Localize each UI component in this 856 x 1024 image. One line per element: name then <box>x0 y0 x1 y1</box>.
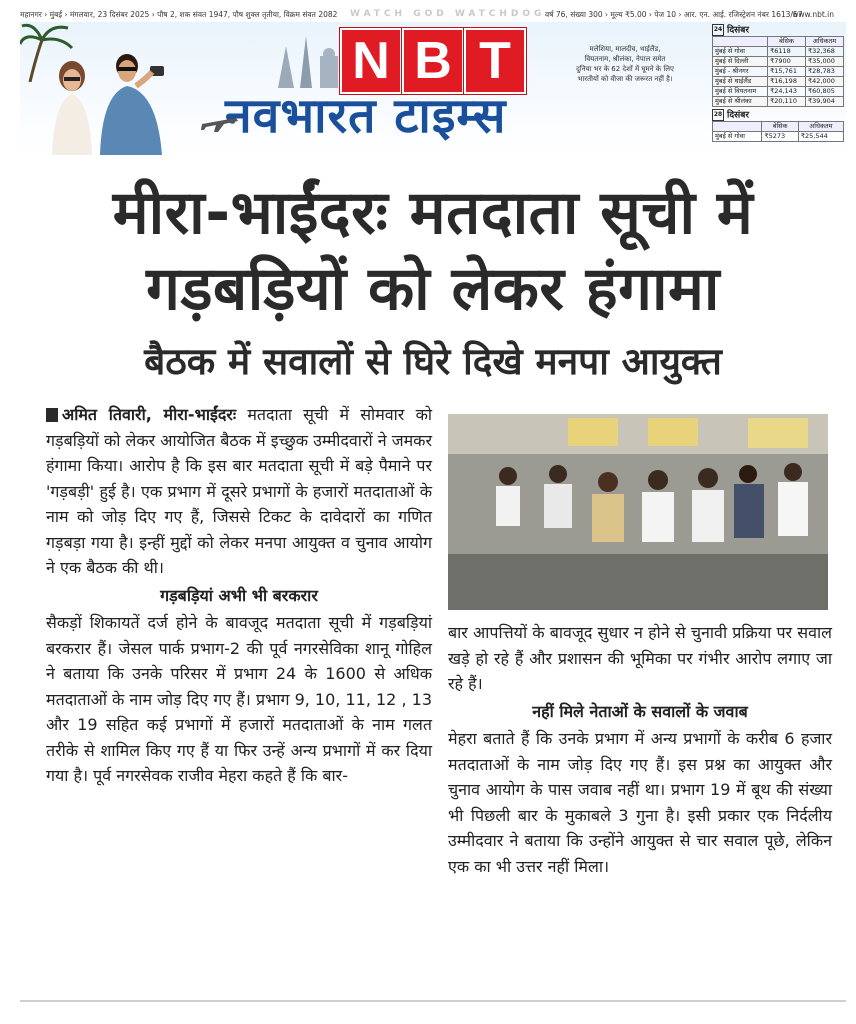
max-fare-cell: ₹60,805 <box>806 87 844 97</box>
headline <box>20 175 846 327</box>
max-fare-cell: ₹39,904 <box>806 97 844 107</box>
website-url[interactable]: www.nbt.in <box>792 10 834 19</box>
rates-row <box>713 57 844 67</box>
rates-col-header <box>713 37 768 47</box>
watermark-text: WATCH GOD WATCHDOG <box>350 9 546 19</box>
landmarks-illustration <box>270 26 350 88</box>
edition-date-line: महानगर › मुंबई › मंगलवार, 23 दिसंबर 2025 › पौष 2, शक संवत 1947, पौष शुक्ल तृतीया, विक्रम संवत 2082 <box>20 10 338 19</box>
byline: अमित तिवारी, मीरा-भाईंदरः <box>62 405 237 424</box>
basic-fare-cell: ₹20,110 <box>768 97 806 107</box>
airfare-rates-box <box>712 24 844 142</box>
article-paragraph: सैकड़ों शिकायतें दर्ज होने के बावजूद मतदाता सूची में गड़बड़ियां बरकरार हैं। जेसल पार्क प्रभाग-2 की पूर्व नगरसेविका शानू गोहिल ने बताया कि उनके परिसर में प्रभाग 24 के 1600 से अधिक मतदाताओं के नाम जोड़ दिए गए हैं। प्रभाग 9, 10, 11, 12 , 13 और 19 सहित कई प्रभागों में हजारों मतदाताओं के नाम गलत तरीके से शामिल किए गए हैं या फिर उन्हें अन्य प्रभागों में कर दिया गया है। पूर्व नगरसेवक राजीव मेहरा कहते हैं कि बार- <box>46 613 432 785</box>
max-fare-cell: ₹32,368 <box>806 47 844 57</box>
route-cell: मुंबई से वियतनाम <box>713 87 768 97</box>
ad-line: भारतीयों को वीजा की जरूरत नहीं है। <box>577 75 673 83</box>
rates-date-text: दिसंबर <box>727 25 750 36</box>
section-subheading: गड़बड़ियां अभी भी बरकरार <box>160 585 318 605</box>
article-paragraph <box>46 402 432 581</box>
max-fare-cell: ₹25,544 <box>798 132 843 142</box>
route-cell: मुंबई से थाईलैंड <box>713 77 768 87</box>
route-cell: मुंबई से दिल्ली <box>713 57 768 67</box>
rates-date-text: दिसंबर <box>727 110 750 121</box>
rates-table <box>712 36 844 107</box>
article-paragraph: बार आपत्तियों के बावजूद सुधार न होने से चुनावी प्रक्रिया पर सवाल खड़े हो रहे हैं और प्रशासन की भूमिका पर गंभीर आरोप लगाए जा रहे हैं। <box>448 623 832 693</box>
logo-letter-b: B <box>402 28 464 94</box>
basic-fare-cell: ₹5273 <box>762 132 798 142</box>
section-subheading: नहीं मिले नेताओं के सवालों के जवाब <box>532 701 748 721</box>
headline-line-2: गड़बड़ियों को लेकर हंगामा <box>146 254 720 324</box>
basic-fare-cell: ₹7900 <box>768 57 806 67</box>
visa-free-ad <box>540 44 710 84</box>
paragraph-text: मतदाता सूची में सोमवार को गड़बड़ियों को लेकर आयोजित बैठक में इच्छुक उम्मीदवारों ने जमकर हंगामा किया। आरोप है कि इस बार मतदाता सूची में बड़े पैमाने पर 'गड़बड़ी' हुई है। एक प्रभाग में दूसरे प्रभागों के हजारों मतदाताओं के नाम को जोड़ दिए गए हैं, जिससे टिकट के दावेदारों का गणित गड़बड़ा गया है। इन्हीं मुद्दों को लेकर मनपा आयुक्त व चुनाव आयोग ने एक बैठक की थी। <box>46 405 432 577</box>
byline-marker-icon <box>46 408 58 422</box>
page-divider <box>20 1000 846 1002</box>
rates-col-header: अधिकतम <box>798 122 843 132</box>
newspaper-title: नवभारत टाइम्स <box>225 88 507 144</box>
rates-col-header <box>713 122 762 132</box>
tourists-illustration <box>32 52 192 155</box>
article-column-1 <box>46 402 432 789</box>
article-paragraph: मेहरा बताते हैं कि उनके प्रभाग में अन्य प्रभागों के करीब 6 हजार मतदाताओं के नाम जोड़ दिए गए हैं। इस प्रश्न का आयुक्त और चुनाव आयोग के पास जवाब नहीं था। प्रभाग 19 में बूथ की संख्या भी पिछली बार के मुकाबले 3 गुना है। इसी प्रकार एक निर्दलीय उम्मीदवार ने बताया कि उन्होंने आयुक्त से चार सवाल पूछे, लेकिन एक का भी उत्तर नहीं मिला। <box>448 729 832 876</box>
ad-line: दुनिया भर के 62 देशों में घूमने के लिए <box>576 65 674 73</box>
rates-date-header <box>712 109 844 121</box>
ad-line: वियतनाम, श्रीलंका, नेपाल समेत <box>584 55 666 63</box>
article-column-2 <box>448 620 832 879</box>
route-cell: मुंबई से श्रीलंका <box>713 97 768 107</box>
calendar-icon: 28 <box>712 109 724 121</box>
route-cell: मुंबई से गोवा <box>713 47 768 57</box>
headline-line-1: मीरा-भाईंदरः मतदाता सूची में <box>112 178 754 248</box>
max-fare-cell: ₹35,000 <box>806 57 844 67</box>
ad-line: मलेशिया, मालदीव, थाईलैंड, <box>589 45 661 53</box>
rates-table <box>712 121 844 142</box>
masthead <box>20 22 846 155</box>
calendar-icon: 24 <box>712 24 724 36</box>
rates-row <box>713 97 844 107</box>
subheadline: बैठक में सवालों से घिरे दिखे मनपा आयुक्त <box>144 340 722 383</box>
route-cell: मुंबई से गोवा <box>713 132 762 142</box>
basic-fare-cell: ₹15,761 <box>768 67 806 77</box>
rates-row <box>713 67 844 77</box>
logo-letter-t: T <box>464 28 526 94</box>
max-fare-cell: ₹42,000 <box>806 77 844 87</box>
rates-row <box>713 47 844 57</box>
rates-col-header: बेसिक <box>762 122 798 132</box>
issue-info-line: वर्ष 76, संख्या 300 › मूल्य ₹5.00 › पेज 10 › आर. एन. आई. रजिस्ट्रेशन नंबर 1613/57 <box>545 10 803 19</box>
basic-fare-cell: ₹6118 <box>768 47 806 57</box>
rates-col-header: अधिकतम <box>806 37 844 47</box>
meeting-photo <box>448 414 828 610</box>
rates-col-header: बेसिक <box>768 37 806 47</box>
logo-letter-n: N <box>340 28 402 94</box>
rates-row <box>713 77 844 87</box>
airplane-icon <box>200 112 240 132</box>
basic-fare-cell: ₹16,198 <box>768 77 806 87</box>
top-info-strip <box>20 8 840 22</box>
rates-row <box>713 87 844 97</box>
rates-row <box>713 132 844 142</box>
route-cell: मुंबई - श्रीनगर <box>713 67 768 77</box>
rates-date-header <box>712 24 844 36</box>
basic-fare-cell: ₹24,143 <box>768 87 806 97</box>
max-fare-cell: ₹28,783 <box>806 67 844 77</box>
